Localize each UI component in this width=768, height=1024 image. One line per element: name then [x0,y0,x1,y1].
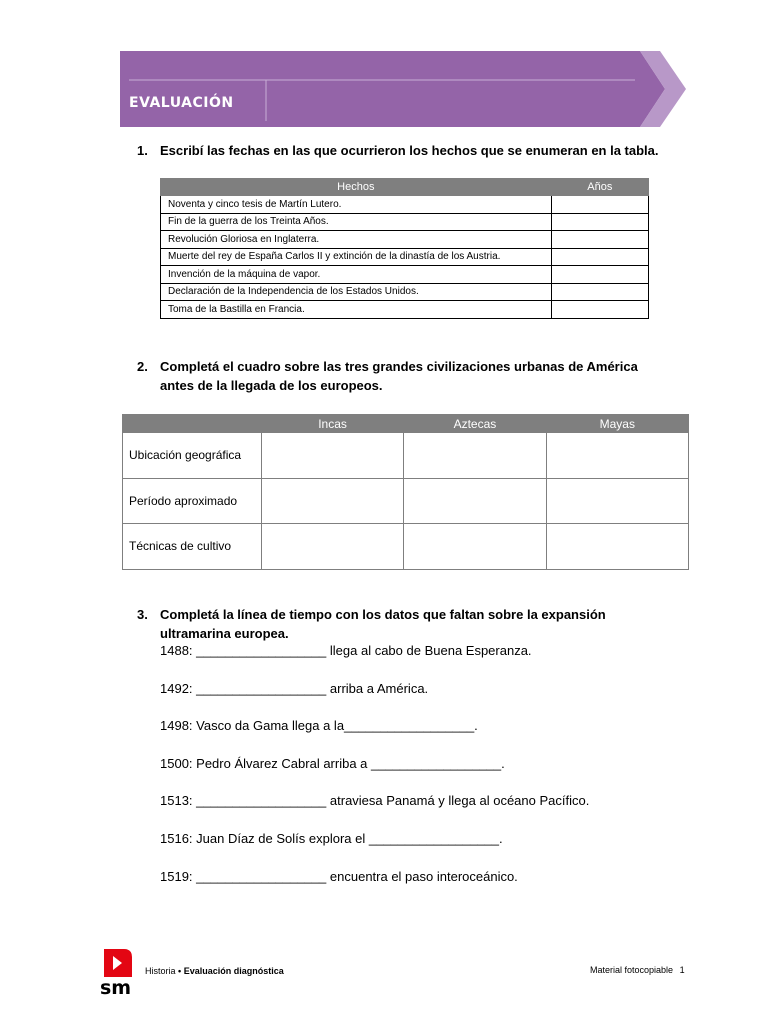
footer-section: Evaluación diagnóstica [183,966,284,976]
table-row [123,524,689,570]
answer-cell-aztecas[interactable] [404,433,546,479]
timeline-item-1513[interactable]: 1513: __________________ atraviesa Panamá y llega al océano Pacífico. [160,793,590,808]
question-2 [137,357,737,395]
question-text-line-1: Completá el cuadro sobre las tres grandes civilizaciones urbanas de América [160,359,638,374]
banner-shape [120,51,686,127]
table-row [161,196,649,214]
sm-logo-text: sm [100,977,132,997]
events-table [160,178,649,319]
year-answer-cell[interactable] [551,213,648,231]
question-text: Escribí las fechas en las que ocurrieron los hechos que se enumeran en la tabla. [160,143,659,158]
table-row [123,478,689,524]
header-mayas: Mayas [546,415,688,433]
year-answer-cell[interactable] [551,248,648,266]
year-answer-cell[interactable] [551,231,648,249]
civilizations-table [122,414,689,570]
footer-bullet: • [178,966,182,976]
table-row [161,283,649,301]
timeline-item-1488[interactable]: 1488: __________________ llega al cabo de Buena Esperanza. [160,643,532,658]
row-label: Período aproximado [123,478,262,524]
table-row [161,301,649,319]
footer-subject [145,966,284,976]
footer-page-info [590,965,685,975]
question-text-line-1: Completá la línea de tiempo con los datos que faltan sobre la expansión [160,607,606,622]
timeline-item-1500[interactable]: 1500: Pedro Álvarez Cabral arriba a __________________. [160,756,505,771]
event-cell: Noventa y cinco tesis de Martín Lutero. [161,196,552,214]
footer-subject-name: Historia [145,966,176,976]
event-cell: Muerte del rey de España Carlos II y extinción de la dinastía de los Austria. [161,248,552,266]
table-row [161,266,649,284]
answer-cell-incas[interactable] [261,433,403,479]
event-cell: Invención de la máquina de vapor. [161,266,552,284]
question-text-line-2: ultramarina europea. [160,626,289,641]
event-cell: Declaración de la Independencia de los Estados Unidos. [161,283,552,301]
answer-cell-mayas[interactable] [546,478,688,524]
timeline-item-1492[interactable]: 1492: __________________ arriba a América. [160,681,429,696]
question-text-line-2: antes de la llegada de los europeos. [160,378,383,393]
question-number: 3. [137,607,148,622]
event-cell: Revolución Gloriosa en Inglaterra. [161,231,552,249]
answer-cell-incas[interactable] [261,524,403,570]
header-hechos: Hechos [161,179,552,196]
table-header-row [123,415,689,433]
answer-cell-aztecas[interactable] [404,524,546,570]
banner-title: EVALUACIÓN [129,95,234,111]
event-cell: Toma de la Bastilla en Francia. [161,301,552,319]
question-3 [137,605,737,643]
timeline-item-1516[interactable]: 1516: Juan Díaz de Solís explora el __________________. [160,831,503,846]
header-aztecas: Aztecas [404,415,546,433]
header-anos: Años [551,179,648,196]
sm-logo-icon [100,947,136,997]
header-empty [123,415,262,433]
footer-label: Material fotocopiable [590,965,674,975]
year-answer-cell[interactable] [551,196,648,214]
question-number: 1. [137,143,148,158]
year-answer-cell[interactable] [551,266,648,284]
year-answer-cell[interactable] [551,301,648,319]
header-banner [120,51,686,127]
timeline-item-1498[interactable]: 1498: Vasco da Gama llega a la__________________. [160,718,478,733]
answer-cell-incas[interactable] [261,478,403,524]
timeline-item-1519[interactable]: 1519: __________________ encuentra el paso interoceánico. [160,869,518,884]
row-label: Ubicación geográfica [123,433,262,479]
page-number: 1 [679,965,685,975]
table-row [161,213,649,231]
table-header-row [161,179,649,196]
question-1 [137,141,737,160]
answer-cell-mayas[interactable] [546,524,688,570]
question-number: 2. [137,359,148,374]
table-row [161,231,649,249]
table-row [123,433,689,479]
row-label: Técnicas de cultivo [123,524,262,570]
answer-cell-aztecas[interactable] [404,478,546,524]
event-cell: Fin de la guerra de los Treinta Años. [161,213,552,231]
table-row [161,248,649,266]
answer-cell-mayas[interactable] [546,433,688,479]
year-answer-cell[interactable] [551,283,648,301]
header-incas: Incas [261,415,403,433]
sm-logo [100,947,136,1002]
